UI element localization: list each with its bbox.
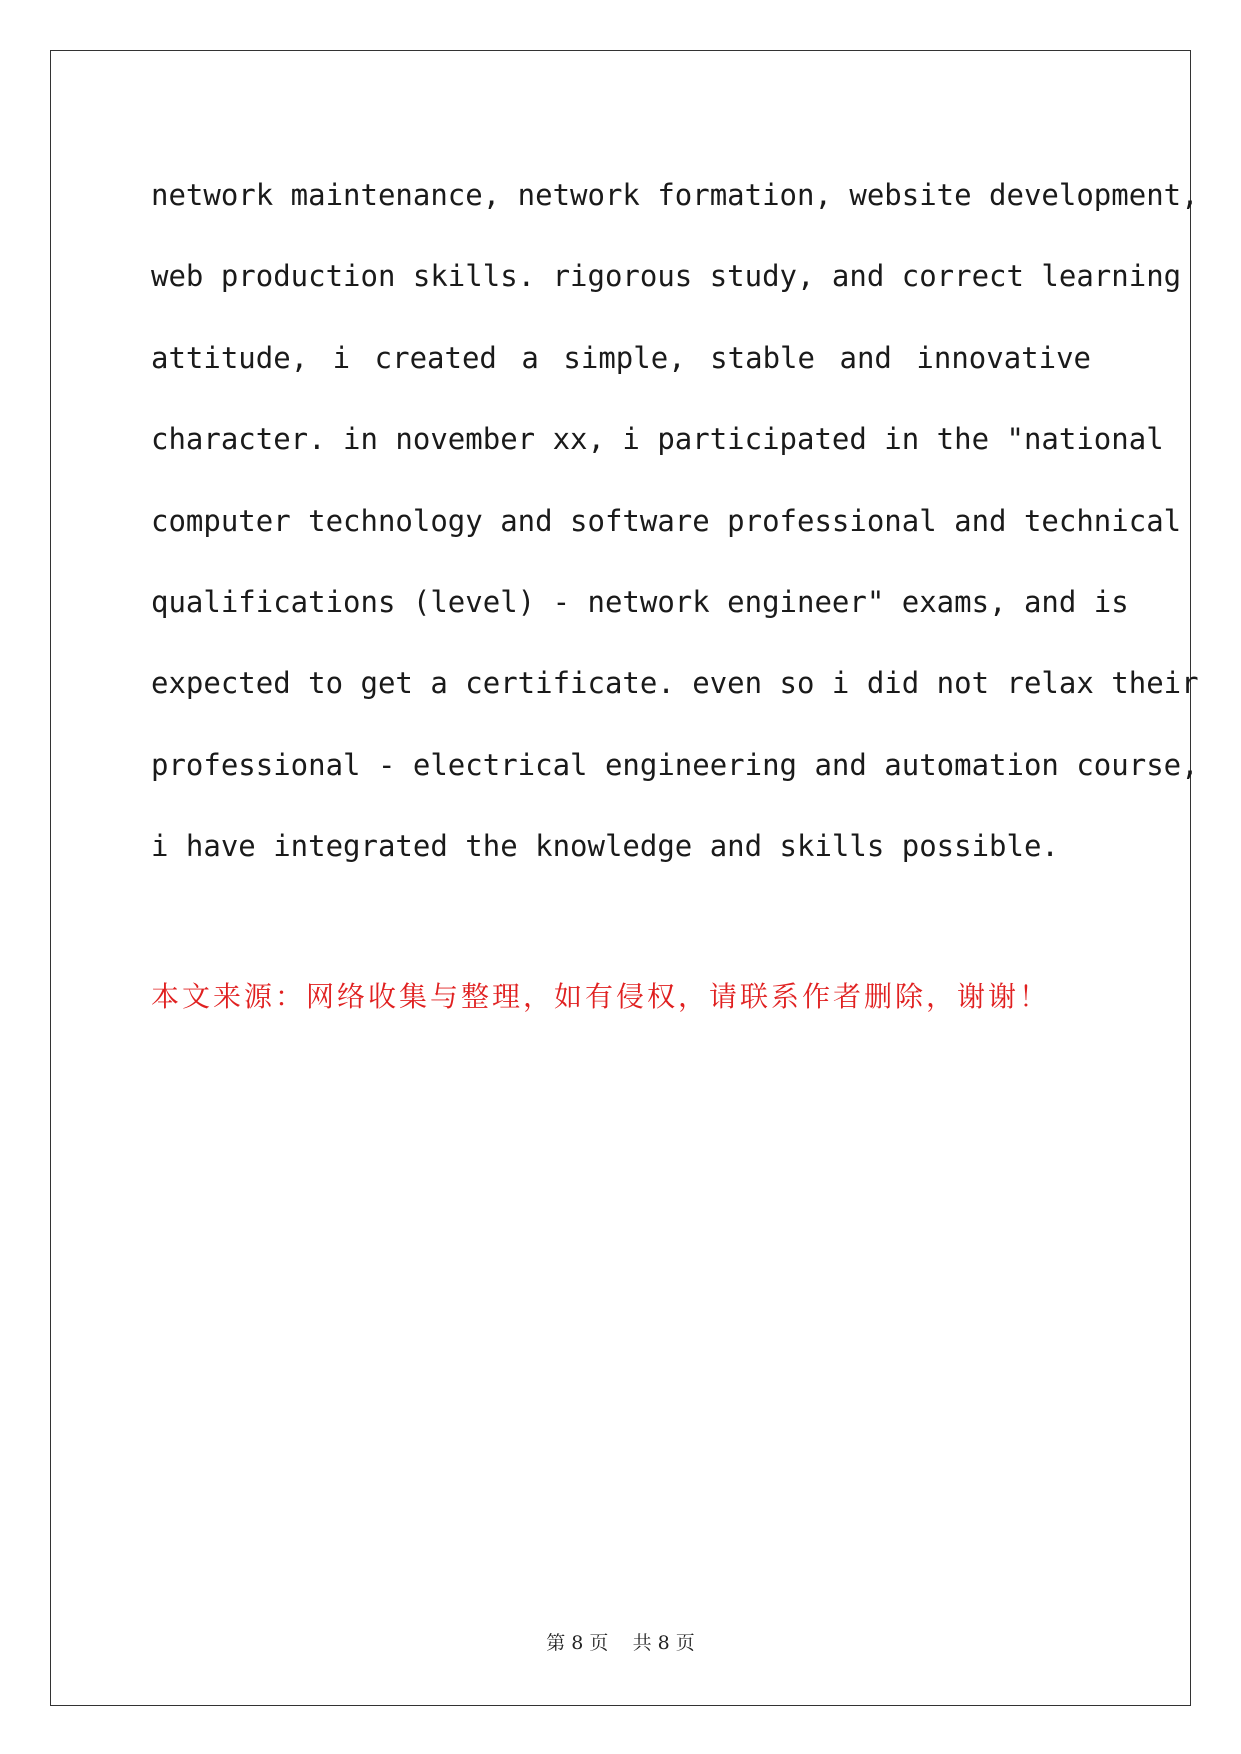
- body-paragraph: [151, 155, 1199, 888]
- paragraph-line: character. in november xx, i participated in the "national: [151, 422, 1164, 457]
- paragraph-line: computer technology and software professional and technical: [151, 503, 1182, 538]
- paragraph-line: attitude, i created a simple, stable and innovative: [151, 340, 1091, 375]
- paragraph-line: qualifications (level) - network engineer" exams, and is: [151, 584, 1129, 619]
- paragraph-line: network maintenance, network formation, website development,: [151, 178, 1199, 212]
- paragraph-line: web production skills. rigorous study, and correct learning: [151, 259, 1182, 294]
- paragraph-line: professional - electrical engineering and automation course,: [151, 747, 1199, 782]
- page-number-footer: 第 8 页 共 8 页: [546, 1632, 695, 1654]
- paragraph-line: expected to get a certificate. even so i did not relax their: [151, 666, 1199, 701]
- paragraph-line: i have integrated the knowledge and skills possible.: [151, 829, 1059, 864]
- source-disclaimer: 本文来源：网络收集与整理，如有侵权，请联系作者删除，谢谢！: [151, 980, 1051, 1013]
